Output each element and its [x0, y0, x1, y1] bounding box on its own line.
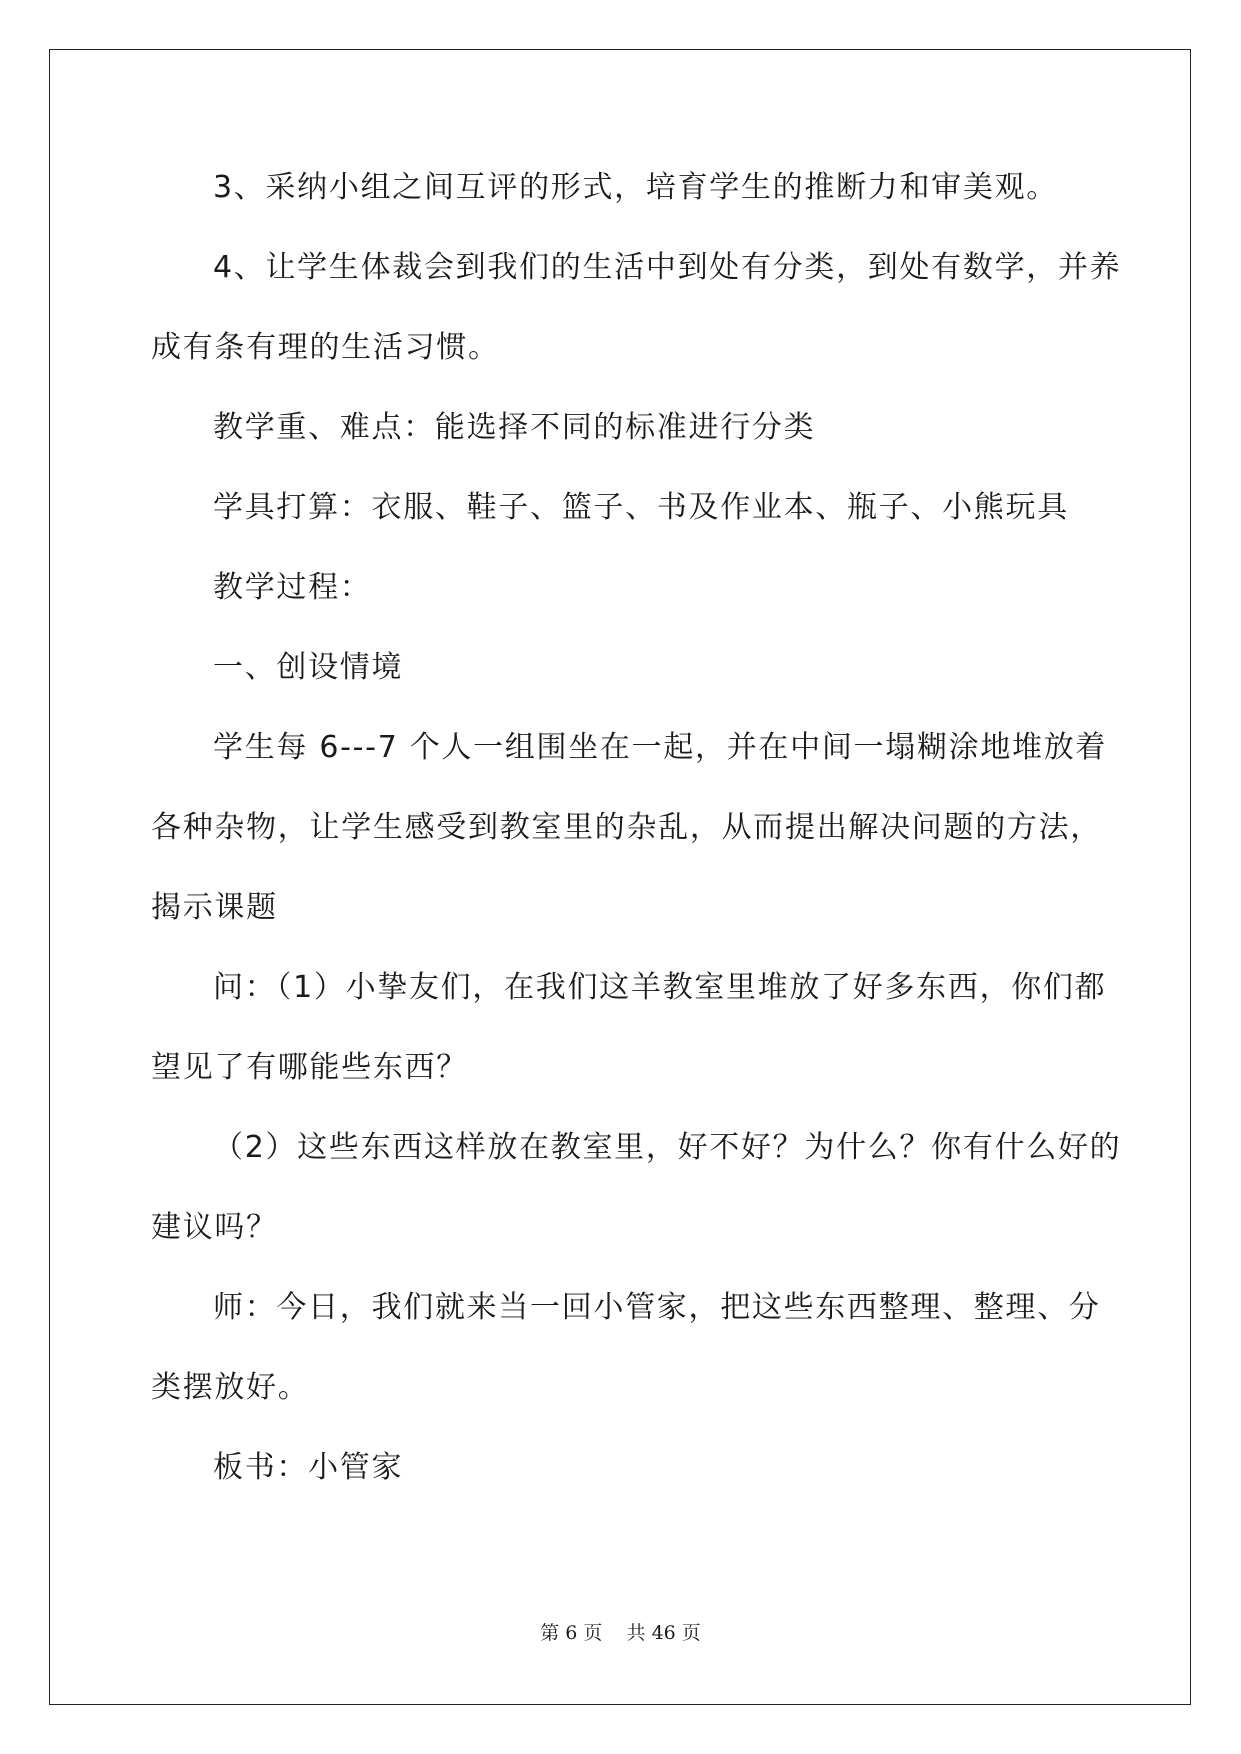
- paragraph-line: 学生每 6---7 个人一组围坐在一起，并在中间一塌糊涂地堆放着: [213, 730, 1108, 765]
- paragraph-line: 各种杂物，让学生感受到教室里的杂乱，从而提出解决问题的方法，: [151, 810, 1102, 845]
- paragraph-line: 学具打算：衣服、鞋子、篮子、书及作业本、瓶子、小熊玩具: [213, 490, 1069, 525]
- page-number-footer: 第 6 页 共 46 页: [540, 1622, 701, 1644]
- paragraph-line: 望见了有哪能些东西？: [151, 1050, 468, 1085]
- paragraph-line: 问：（1）小挚友们，在我们这羊教室里堆放了好多东西，你们都: [213, 970, 1107, 1005]
- paragraph-line: 4、让学生体裁会到我们的生活中到处有分类，到处有数学，并养: [213, 250, 1122, 285]
- paragraph-line: （2）这些东西这样放在教室里，好不好？为什么？你有什么好的: [213, 1130, 1122, 1165]
- section-heading: 一、创设情境: [213, 650, 404, 685]
- paragraph-line: 板书：小管家: [213, 1450, 404, 1485]
- paragraph-line: 类摆放好。: [151, 1370, 310, 1405]
- paragraph-line: 3、采纳小组之间互评的形式，培育学生的推断力和审美观。: [213, 170, 1058, 205]
- paragraph-line: 教学过程：: [213, 570, 372, 605]
- paragraph-line: 成有条有理的生活习惯。: [151, 330, 500, 365]
- paragraph-line: 教学重、难点：能选择不同的标准进行分类: [213, 410, 816, 445]
- paragraph-line: 揭示课题: [151, 890, 278, 925]
- paragraph-line: 建议吗？: [151, 1210, 278, 1245]
- paragraph-line: 师：今日，我们就来当一回小管家，把这些东西整理、整理、分: [213, 1290, 1101, 1325]
